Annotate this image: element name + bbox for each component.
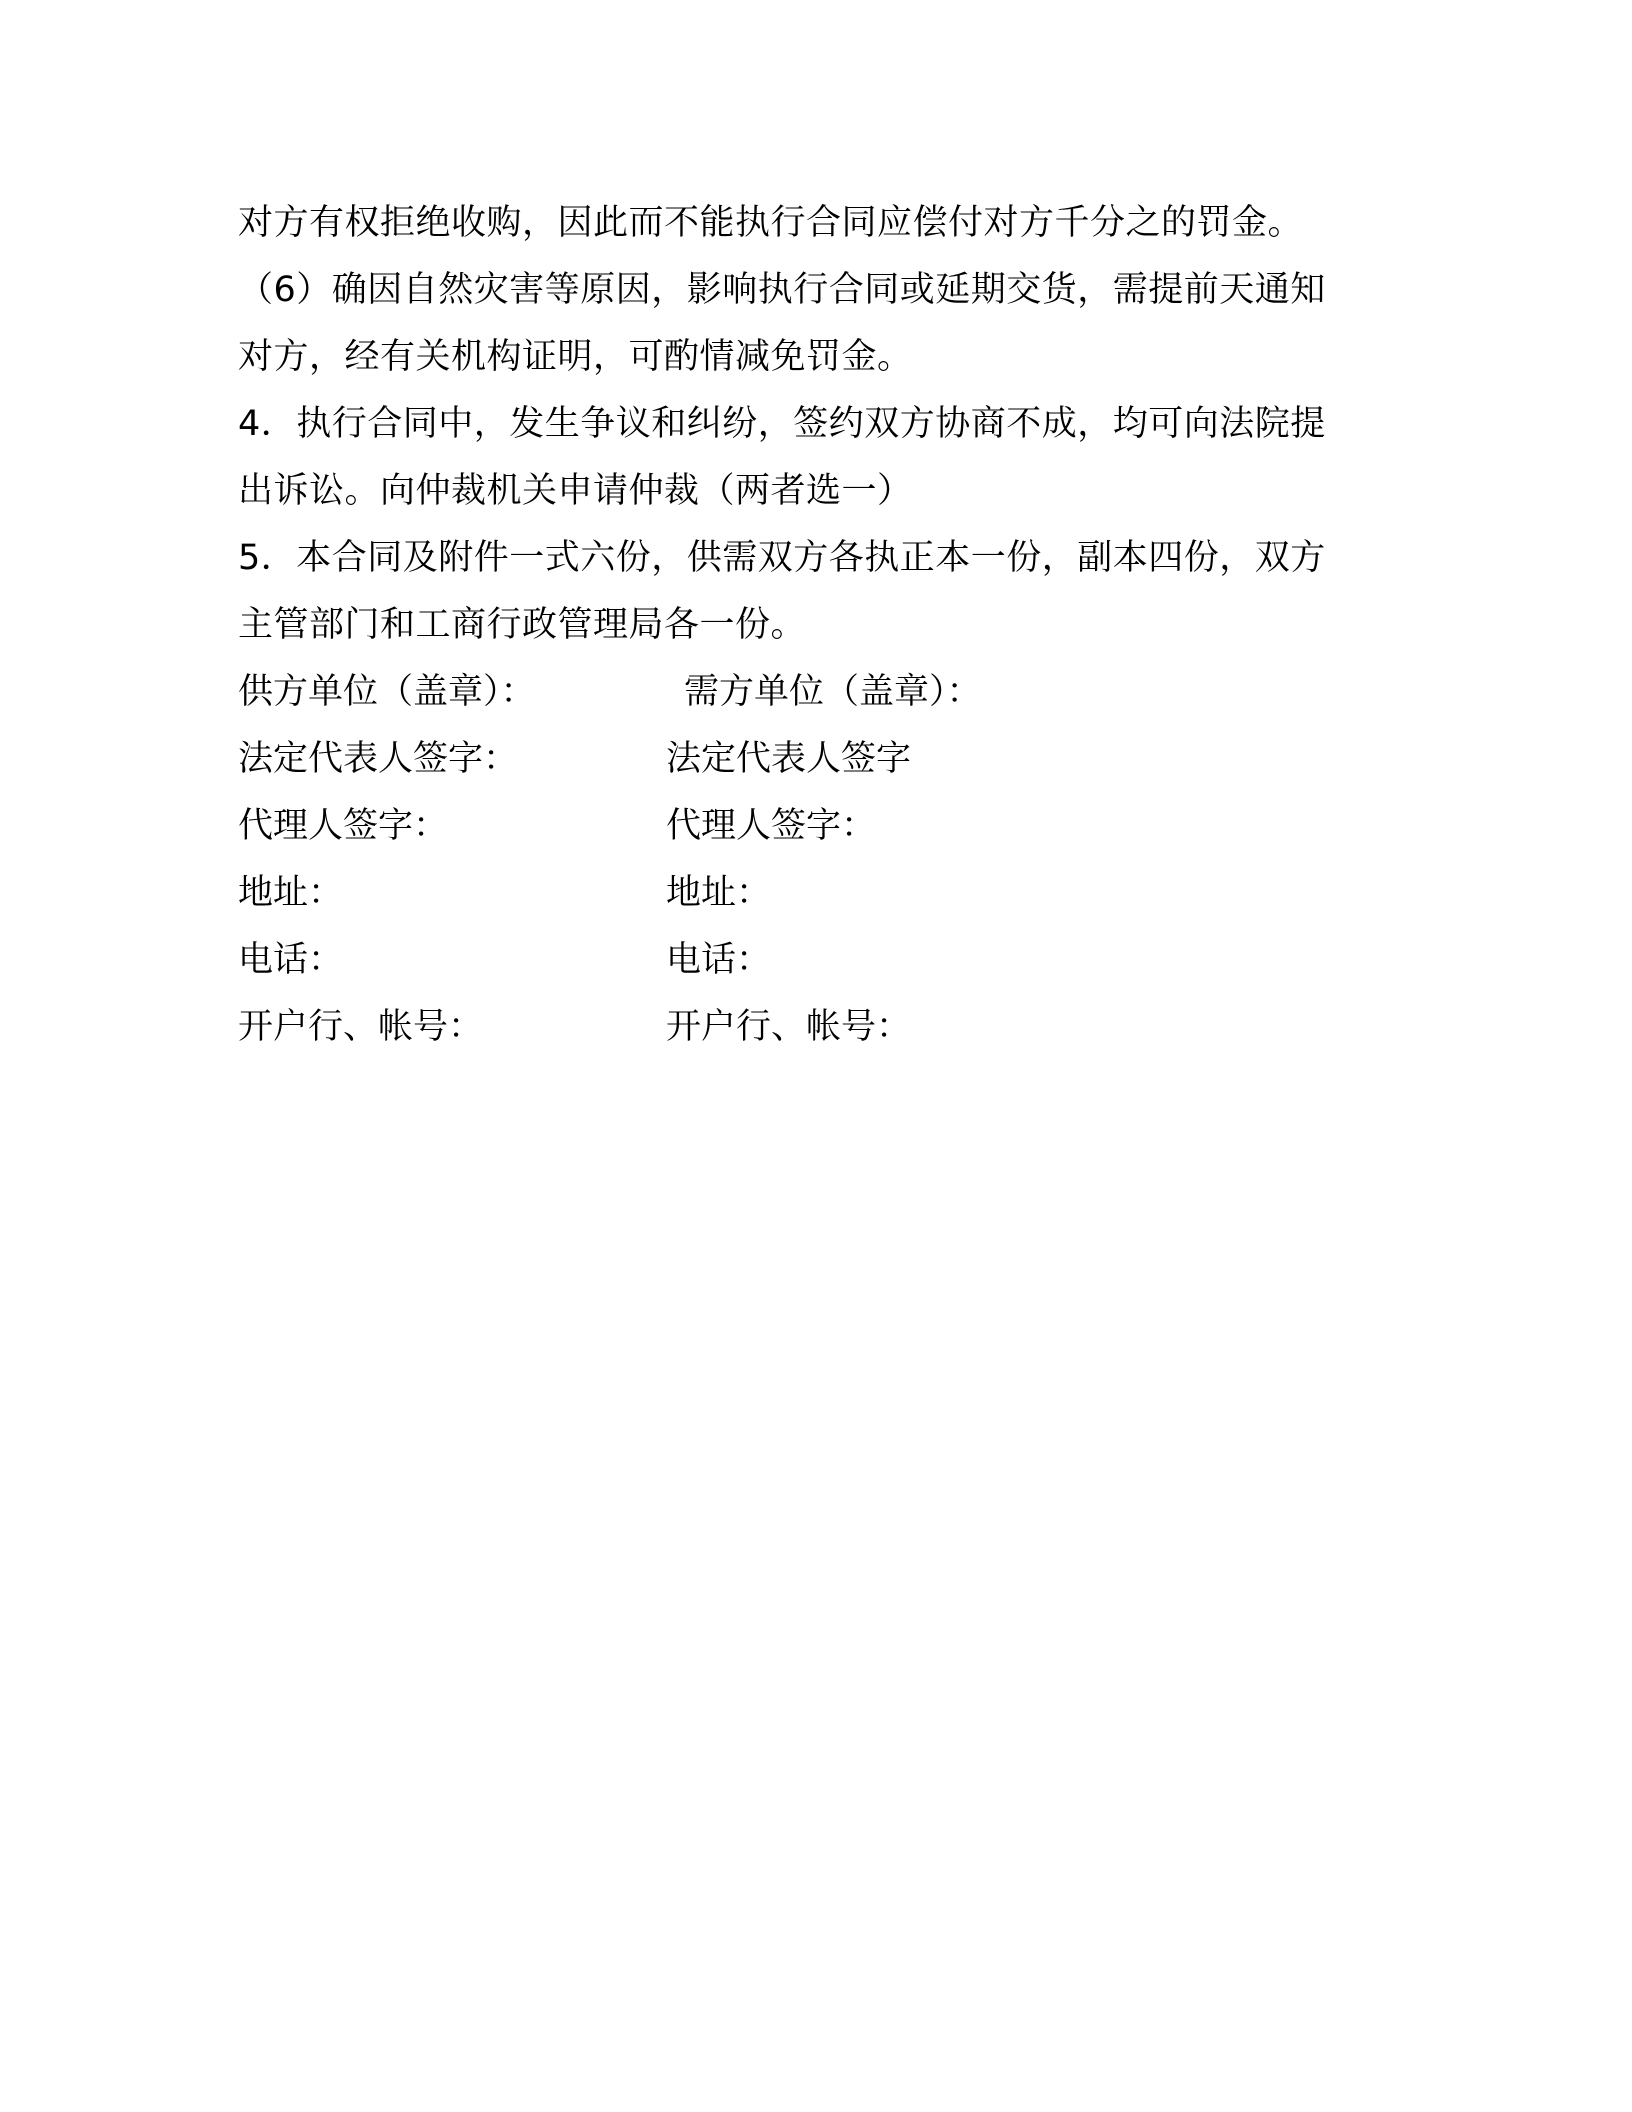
- signature-row-agent: [238, 793, 1408, 860]
- buyer-address-label: 地址：: [666, 873, 772, 913]
- buyer-legal-rep-label: 法定代表人签字: [666, 739, 912, 779]
- paragraph-line: 对方，经有关机构证明，可酌情减免罚金。: [238, 337, 913, 377]
- signature-row-address: [238, 860, 1408, 927]
- paragraph-line: 5．本合同及附件一式六份，供需双方各执正本一份，副本四份，双方: [238, 538, 1326, 578]
- buyer-agent-label: 代理人签字：: [666, 806, 877, 846]
- paragraph-line: 出诉讼。向仲裁机关申请仲裁（两者选一）: [238, 471, 913, 511]
- contract-text-block: [238, 190, 1408, 1061]
- paragraph-line: 对方有权拒绝收购，因此而不能执行合同应偿付对方千分之的罚金。: [238, 203, 1304, 243]
- supplier-legal-rep-label: 法定代表人签字：: [238, 739, 519, 779]
- supplier-address-label: 地址：: [238, 873, 344, 913]
- buyer-phone-label: 电话：: [666, 940, 772, 980]
- buyer-unit-label: 需方单位（盖章）：: [684, 672, 982, 712]
- paragraph-line: 4．执行合同中，发生争议和纠纷，签约双方协商不成，均可向法院提: [238, 404, 1326, 444]
- supplier-phone-label: 电话：: [238, 940, 344, 980]
- paragraph-line: （6）确因自然灾害等原因，影响执行合同或延期交货，需提前天通知: [238, 270, 1326, 310]
- signature-row-unit: [238, 659, 1408, 726]
- supplier-unit-label: 供方单位（盖章）：: [238, 672, 536, 712]
- supplier-bank-account-label: 开户行、帐号：: [238, 1007, 484, 1047]
- signature-row-phone: [238, 927, 1408, 994]
- signature-row-legal-rep: [238, 726, 1408, 793]
- supplier-agent-label: 代理人签字：: [238, 806, 449, 846]
- paragraph-line: 主管部门和工商行政管理局各一份。: [238, 605, 807, 645]
- signature-row-bank: [238, 994, 1408, 1061]
- buyer-bank-account-label: 开户行、帐号：: [666, 1007, 912, 1047]
